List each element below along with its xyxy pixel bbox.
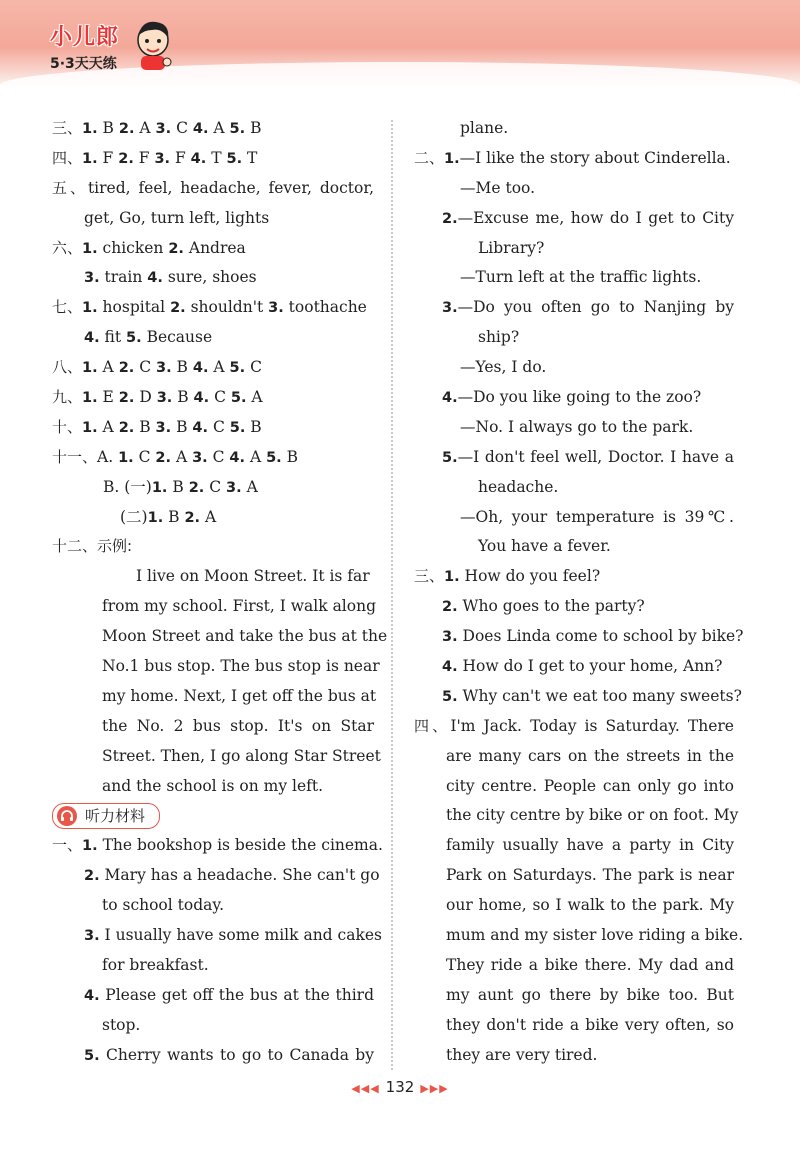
item-number: 4. (84, 987, 100, 1004)
item-number: 5. (229, 360, 246, 377)
part-label: (二) (120, 507, 148, 526)
answer-text: F (133, 148, 155, 167)
item-number: 2. (170, 300, 186, 317)
item-number: 2. (118, 419, 135, 436)
script-item-5-cont (414, 114, 734, 144)
answer-text: B (97, 119, 119, 137)
item-number: 1. (82, 360, 98, 377)
part-label: B. (一) (103, 477, 152, 496)
passage-line (414, 831, 734, 861)
item-number: 1. (82, 838, 98, 855)
item-number: 4. (192, 121, 209, 137)
header-wave (0, 62, 800, 90)
dialogue-text: ship? (478, 328, 520, 347)
passage-line (414, 772, 734, 802)
dialogue-2-cont (414, 234, 734, 264)
item-number: 5. (126, 330, 142, 347)
essay-line (52, 592, 377, 622)
answer-text: A (241, 477, 258, 496)
answer-text: C (133, 447, 156, 466)
answer-text: fit (99, 328, 127, 347)
essay-line (52, 622, 388, 652)
answer-text: C (171, 119, 193, 137)
essay-text: my home. Next, I get off the bus at (102, 686, 377, 705)
answer-text: D (134, 388, 157, 407)
example-label: 示例: (97, 537, 133, 556)
answer-text: C (207, 447, 230, 466)
answer-text: B (134, 417, 156, 436)
answer-text: shouldn't (185, 298, 269, 317)
column-divider (391, 120, 393, 1070)
item-number: 5. (229, 419, 246, 436)
passage-line (414, 742, 734, 772)
item-number: 3. (156, 360, 172, 377)
item-number: 2. (184, 509, 201, 526)
item-number: 1. (82, 390, 98, 407)
part-label: A. (97, 447, 119, 466)
answer-text: toothache (283, 298, 367, 317)
item-number: 3. (155, 121, 172, 137)
script-item-3 (52, 921, 382, 951)
item-number: 1. (118, 449, 134, 466)
passage-text: they are very tired. (446, 1045, 598, 1064)
essay-text: I live on Moon Street. It is far (136, 567, 370, 586)
essay-text: and the school is on my left. (102, 776, 324, 795)
section-label: 七、 (52, 298, 83, 317)
script-text: plane. (460, 119, 509, 137)
item-number: 3. (84, 928, 100, 945)
answer-text: Because (141, 328, 213, 347)
passage-line (414, 921, 744, 951)
item-number: 3. (192, 449, 208, 466)
answer-text: A (134, 119, 156, 137)
question-2 (414, 592, 734, 622)
passage-line (414, 891, 734, 921)
answer-text: A (208, 119, 230, 137)
essay-text: Moon Street and take the bus at the (102, 627, 388, 646)
section-label: 九、 (52, 388, 83, 407)
headphones-icon (57, 806, 77, 826)
item-number: 2. (118, 360, 135, 377)
dialogue-text: —Do you like going to the zoo? (457, 388, 702, 407)
question-4 (414, 652, 734, 682)
item-number: 3. (84, 270, 100, 287)
item-number: 5. (230, 390, 247, 407)
item-number: 1. (82, 150, 98, 167)
answer-text: B (171, 417, 193, 436)
section-label: 六、 (52, 238, 83, 257)
dialogue-text: —I like the story about Cinderella. (459, 148, 731, 167)
item-number: 2. (118, 121, 135, 137)
answer-text: B (163, 507, 185, 526)
answer-text: B (281, 447, 299, 466)
dialogue-4 (414, 383, 734, 413)
logo-subtitle: 5·3天天练 (50, 56, 117, 72)
item-number: 4. (190, 150, 207, 167)
script-text: The bookshop is beside the cinema. (102, 836, 383, 855)
dialogue-2-reply (414, 263, 734, 293)
answer-row-10 (52, 413, 374, 443)
dialogue-text: headache. (478, 477, 559, 496)
listening-material-header (52, 801, 374, 831)
question-text: How do I get to your home, Ann? (457, 657, 723, 676)
item-number: 5. (84, 1047, 100, 1064)
section-label: 十、 (52, 417, 83, 436)
item-number: 2. (168, 240, 184, 257)
passage-text: our home, so I walk to the park. My (446, 896, 734, 915)
answer-text: B (245, 417, 262, 436)
item-number: 4. (192, 419, 209, 436)
item-number: 3. (268, 300, 284, 317)
item-number: 3. (155, 419, 172, 436)
script-item-3-cont (52, 951, 374, 981)
question-text: Does Linda come to school by bike? (457, 627, 744, 646)
item-number: 2. (118, 150, 134, 167)
left-column (52, 114, 388, 1071)
item-number: 2. (118, 390, 135, 407)
essay-text: the No. 2 bus stop. It's on Star (102, 716, 374, 735)
passage-line (414, 1011, 734, 1041)
item-number: 3. (442, 629, 458, 646)
answer-text: B (245, 119, 262, 137)
script-text: Mary has a headache. She can't go (104, 866, 380, 885)
item-number: 3. (442, 300, 458, 317)
answer-row-3 (52, 114, 374, 144)
item-number: 2. (155, 449, 172, 466)
item-number: 1. (147, 509, 164, 526)
answer-row-5 (52, 174, 374, 204)
answer-text: sure, shoes (162, 268, 257, 287)
dialogue-text: Library? (478, 238, 545, 257)
essay-line (52, 652, 380, 682)
item-number: 1. (82, 240, 98, 257)
answer-text: F (97, 148, 119, 167)
section-label: 三、 (52, 119, 83, 137)
answer-text: get, Go, turn left, lights (84, 208, 270, 227)
script-item-2 (52, 861, 380, 891)
question-text: Why can't we eat too many sweets? (457, 686, 742, 705)
script-item-1 (52, 831, 383, 861)
right-arrows-icon: ▶▶▶ (420, 1082, 449, 1095)
dialogue-text: —Excuse me, how do I get to City (457, 208, 734, 227)
dialogue-text: —Oh, your temperature is 39℃. (460, 507, 734, 526)
item-number: 5. (442, 688, 458, 705)
answer-text: train (99, 268, 148, 287)
dialogue-text: —Me too. (460, 178, 536, 197)
passage-line (414, 1041, 734, 1071)
script-item-2-cont (52, 891, 374, 921)
item-number: 2. (188, 479, 205, 496)
item-number: 2. (84, 868, 100, 885)
section-label: 四、 (52, 148, 83, 167)
answer-text: A (200, 507, 217, 526)
right-column (414, 114, 744, 1071)
answer-text: F (170, 148, 191, 167)
question-3 (414, 622, 744, 652)
answer-text: B (171, 358, 193, 377)
answer-text: A (97, 417, 119, 436)
item-number: 1. (444, 150, 460, 167)
answer-text: C (209, 388, 231, 407)
passage-text: mum and my sister love riding a bike. (446, 926, 744, 945)
answer-row-5-cont (52, 204, 374, 234)
dialogue-5-cont (414, 473, 734, 503)
dialogue-text: —Yes, I do. (460, 358, 547, 377)
answer-row-8 (52, 353, 374, 383)
answer-row-7 (52, 293, 374, 323)
logo-title: 小儿郎 (50, 25, 120, 50)
section-label: 二、 (414, 148, 445, 167)
answer-text: C (208, 417, 230, 436)
essay-line (52, 772, 374, 802)
passage-line (414, 861, 734, 891)
essay-text: Street. Then, I go along Star Street (102, 746, 381, 765)
script-item-5 (52, 1041, 374, 1071)
dialogue-2 (414, 204, 734, 234)
answer-row-6-cont (52, 263, 374, 293)
script-item-4-cont (52, 1011, 374, 1041)
passage-text: Park on Saturdays. The park is near (446, 866, 734, 885)
answer-row-4 (52, 144, 374, 174)
passage-text: are many cars on the streets in the (446, 746, 734, 765)
dialogue-text: You have a fever. (478, 537, 611, 556)
answer-text: E (97, 388, 119, 407)
passage-text: my aunt go there by bike too. But (446, 985, 734, 1004)
section-label: 五、 (52, 178, 88, 197)
dialogue-text: —Do you often go to Nanjing by (457, 298, 734, 317)
brand-logo (50, 20, 119, 73)
answer-text: C (134, 358, 157, 377)
answer-text: A (208, 358, 230, 377)
script-text: stop. (102, 1015, 141, 1034)
section-label: 十一、 (52, 447, 98, 466)
item-number: 2. (442, 210, 458, 227)
answer-text: tired, feel, headache, fever, doctor, (87, 178, 374, 197)
dialogue-3 (414, 293, 734, 323)
passage-text: the city centre by bike or on foot. My (446, 806, 739, 825)
page-number: 132 (385, 1078, 415, 1096)
question-5 (414, 682, 742, 712)
answer-row-11-b (52, 473, 374, 503)
answer-row-6 (52, 234, 374, 264)
answer-text: A (246, 388, 263, 407)
item-number: 5. (226, 150, 243, 167)
section-label: 十二、 (52, 537, 98, 556)
dialogue-1-reply (414, 174, 734, 204)
dialogue-3-reply (414, 353, 734, 383)
essay-text: No.1 bus stop. The bus stop is near (102, 657, 380, 676)
item-number: 1. (82, 300, 98, 317)
dialogue-text: —I don't feel well, Doctor. I have a (457, 447, 734, 466)
item-number: 4. (442, 659, 458, 676)
script-text: to school today. (102, 896, 225, 915)
question-text: Who goes to the party? (457, 597, 645, 616)
section-label: 四、 (414, 716, 451, 735)
script-text: Cherry wants to go to Canada by (105, 1045, 374, 1064)
passage-line (414, 712, 734, 742)
item-number: 4. (192, 360, 209, 377)
answer-row-9 (52, 383, 374, 413)
answer-text: A (171, 447, 193, 466)
listening-material-badge (52, 803, 160, 829)
answer-text: B (167, 477, 189, 496)
dialogue-4-reply (414, 413, 734, 443)
script-item-4 (52, 981, 374, 1011)
passage-text: family usually have a party in City (446, 836, 734, 855)
answer-text: A (245, 447, 267, 466)
dialogue-5-reply (414, 503, 734, 533)
answer-text: B (172, 388, 194, 407)
item-number: 4. (147, 270, 163, 287)
passage-text: They ride a bike there. My dad and (446, 955, 734, 974)
item-number: 1. (444, 569, 460, 586)
passage-line (414, 801, 739, 831)
answer-text: hospital (97, 298, 171, 317)
answer-row-7-cont (52, 323, 374, 353)
passage-line (414, 951, 734, 981)
item-number: 4. (442, 390, 458, 407)
script-text: for breakfast. (102, 955, 209, 974)
essay-line (52, 712, 374, 742)
dialogue-5-reply-cont (414, 532, 734, 562)
item-number: 4. (229, 449, 246, 466)
answer-text: C (204, 477, 227, 496)
page-footer (0, 1078, 800, 1096)
item-number: 1. (82, 419, 98, 436)
script-text: Please get off the bus at the third (105, 985, 374, 1004)
listening-material-title: 听力材料 (85, 806, 146, 825)
section-label: 三、 (414, 567, 445, 586)
dialogue-3-cont (414, 323, 734, 353)
item-number: 5. (229, 121, 246, 137)
answer-row-12 (52, 532, 374, 562)
answer-text: chicken (97, 238, 169, 257)
item-number: 3. (226, 479, 242, 496)
answer-text: T (206, 148, 227, 167)
item-number: 3. (156, 390, 173, 407)
passage-text: I'm Jack. Today is Saturday. There (450, 716, 734, 735)
answer-text: Andrea (183, 238, 246, 257)
question-text: How do you feel? (459, 567, 601, 586)
dialogue-5 (414, 443, 734, 473)
boy-mascot-icon (132, 18, 174, 72)
essay-line (52, 682, 377, 712)
essay-line (52, 742, 381, 772)
answer-row-11 (52, 443, 374, 473)
page-header (0, 0, 800, 86)
passage-line (414, 981, 734, 1011)
answer-text: C (245, 358, 262, 377)
question-1 (414, 562, 734, 592)
left-arrows-icon: ◀◀◀ (351, 1082, 380, 1095)
section-label: 八、 (52, 358, 83, 377)
answer-row-11-b2 (52, 503, 374, 533)
essay-text: from my school. First, I walk along (102, 597, 377, 616)
answer-text: A (97, 358, 119, 377)
section-label: 一、 (52, 836, 83, 855)
passage-text: city centre. People can only go into (446, 776, 734, 795)
dialogue-1 (414, 144, 734, 174)
item-number: 4. (84, 330, 100, 347)
item-number: 5. (442, 449, 458, 466)
item-number: 1. (82, 121, 98, 137)
item-number: 3. (154, 150, 171, 167)
dialogue-text: —Turn left at the traffic lights. (460, 268, 702, 287)
item-number: 1. (151, 479, 168, 496)
essay-line (52, 562, 374, 592)
script-text: I usually have some milk and cakes (104, 926, 382, 945)
item-number: 5. (266, 449, 282, 466)
dialogue-text: —No. I always go to the park. (460, 417, 694, 436)
item-number: 2. (442, 599, 458, 616)
passage-text: they don't ride a bike very often, so (446, 1015, 734, 1034)
item-number: 4. (193, 390, 210, 407)
answer-text: T (242, 148, 258, 167)
